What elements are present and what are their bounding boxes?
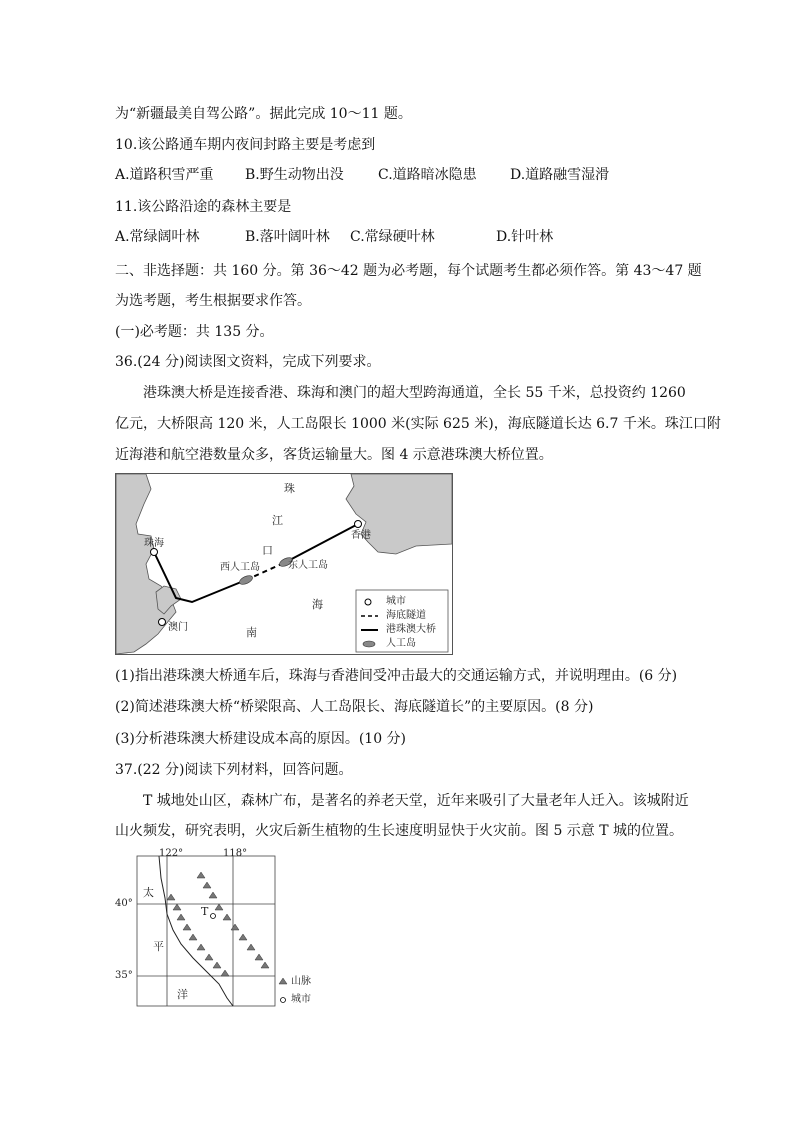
required-heading: (一)必考题：共 135 分。 [115, 324, 274, 340]
q36-para-line-1: 港珠澳大桥是连接香港、珠海和澳门的超大型跨海通道，全长 55 千米，总投资约 1260 [143, 385, 686, 401]
q11-option-d: D.针叶林 [496, 229, 554, 245]
coastline [159, 856, 233, 1006]
label-zhuhai: 珠海 [144, 538, 164, 549]
city-t-label: T [201, 905, 209, 918]
question-10: 10.该公路通车期内夜间封路主要是考虑到 [115, 137, 376, 153]
ocean-char-yang: 洋 [177, 988, 188, 1001]
ocean-char-ping: 平 [153, 940, 164, 953]
figure-4-map [115, 473, 453, 655]
question-11: 11.该公路沿途的森林主要是 [115, 199, 292, 215]
q11-option-c: C.常绿硬叶林 [350, 229, 435, 245]
ocean-char-tai: 太 [143, 886, 154, 899]
hongkong-dot [355, 521, 362, 528]
figure-5-map [115, 848, 315, 1013]
q10-option-c: C.道路暗冰隐患 [378, 167, 477, 183]
section-2-line-1: 二、非选择题：共 160 分。第 36～42 题为必考题，每个试题考生都必须作答。第 43～47 题 [115, 263, 702, 279]
lat-35-label: 35° [115, 970, 133, 981]
sea-char-nan: 南 [246, 626, 257, 639]
q11-option-a: A.常绿阔叶林 [115, 229, 200, 245]
west-island-mark [238, 574, 254, 586]
lat-40-label: 40° [115, 898, 133, 909]
q10-option-b: B.野生动物出没 [245, 167, 344, 183]
macau-dot [159, 619, 166, 626]
q37-para-line-2: 山火频发，研究表明，火灾后新生植物的生长速度明显快于火灾前。图 5 示意 T 城的位置。 [115, 823, 684, 839]
question-36: 36.(24 分)阅读图文资料，完成下列要求。 [115, 354, 381, 370]
sea-char-kou: 口 [262, 544, 273, 557]
figure-5-drawing [115, 848, 315, 1013]
sea-char-zhu: 珠 [284, 482, 295, 495]
q37-para-line-1: T 城地处山区，森林广布，是著名的养老天堂，近年来吸引了大量老年人迁入。该城附近 [143, 793, 689, 809]
legend-city-label: 城市 [386, 596, 406, 607]
q10-option-d: D.道路融雪湿滑 [510, 167, 610, 183]
q10-option-a: A.道路积雪严重 [115, 167, 214, 183]
question-37: 37.(22 分)阅读下列材料，回答问题。 [115, 762, 353, 778]
label-west-island: 西人工岛 [220, 562, 260, 573]
sea-char-hai: 海 [312, 598, 323, 611]
question-36-3: (3)分析港珠澳大桥建设成本高的原因。(10 分) [115, 731, 407, 747]
question-36-1: (1)指出港珠澳大桥通车后，珠海与香港间受冲击最大的交通运输方式，并说明理由。(6 分) [115, 668, 678, 684]
legend-island-label: 人工岛 [386, 638, 416, 649]
legend-island-icon [363, 641, 375, 647]
legend-tunnel-label: 海底隧道 [386, 610, 426, 621]
sea-char-jiang: 江 [272, 514, 283, 527]
lon-122-label: 122° [159, 848, 184, 859]
q36-para-line-2: 亿元，大桥限高 120 米，人工岛限长 1000 米(实际 625 米)，海底隧道长达 6.7 千米。珠江口附 [115, 416, 721, 432]
legend-mountain-icon [279, 978, 287, 984]
bridge-east-segment [286, 524, 358, 562]
section-2-line-2: 为选考题，考生根据要求作答。 [115, 293, 311, 309]
q11-option-b: B.落叶阔叶林 [245, 229, 330, 245]
label-east-island: 东人工岛 [288, 560, 328, 571]
east-landmass [346, 474, 452, 554]
legend-mountain-label: 山脉 [291, 976, 311, 987]
legend-city-icon-f5 [281, 998, 286, 1003]
label-hongkong: 香港 [351, 530, 371, 541]
label-macau: 澳门 [168, 622, 188, 633]
lon-118-label: 118° [223, 848, 248, 859]
legend-city-label-f5: 城市 [291, 994, 311, 1005]
legend-city-icon [365, 599, 371, 605]
question-36-2: (2)简述港珠澳大桥“桥梁限高、人工岛限长、海底隧道长”的主要原因。(8 分) [115, 699, 594, 715]
q36-para-line-3: 近海港和航空港数量众多，客货运输量大。图 4 示意港珠澳大桥位置。 [115, 447, 553, 463]
west-landmass [116, 474, 176, 654]
grid-frame [137, 856, 275, 1006]
city-t-dot [211, 914, 216, 919]
legend-bridge-label: 港珠澳大桥 [386, 624, 436, 635]
intro-line: 为“新疆最美自驾公路”。据此完成 10～11 题。 [115, 106, 412, 122]
